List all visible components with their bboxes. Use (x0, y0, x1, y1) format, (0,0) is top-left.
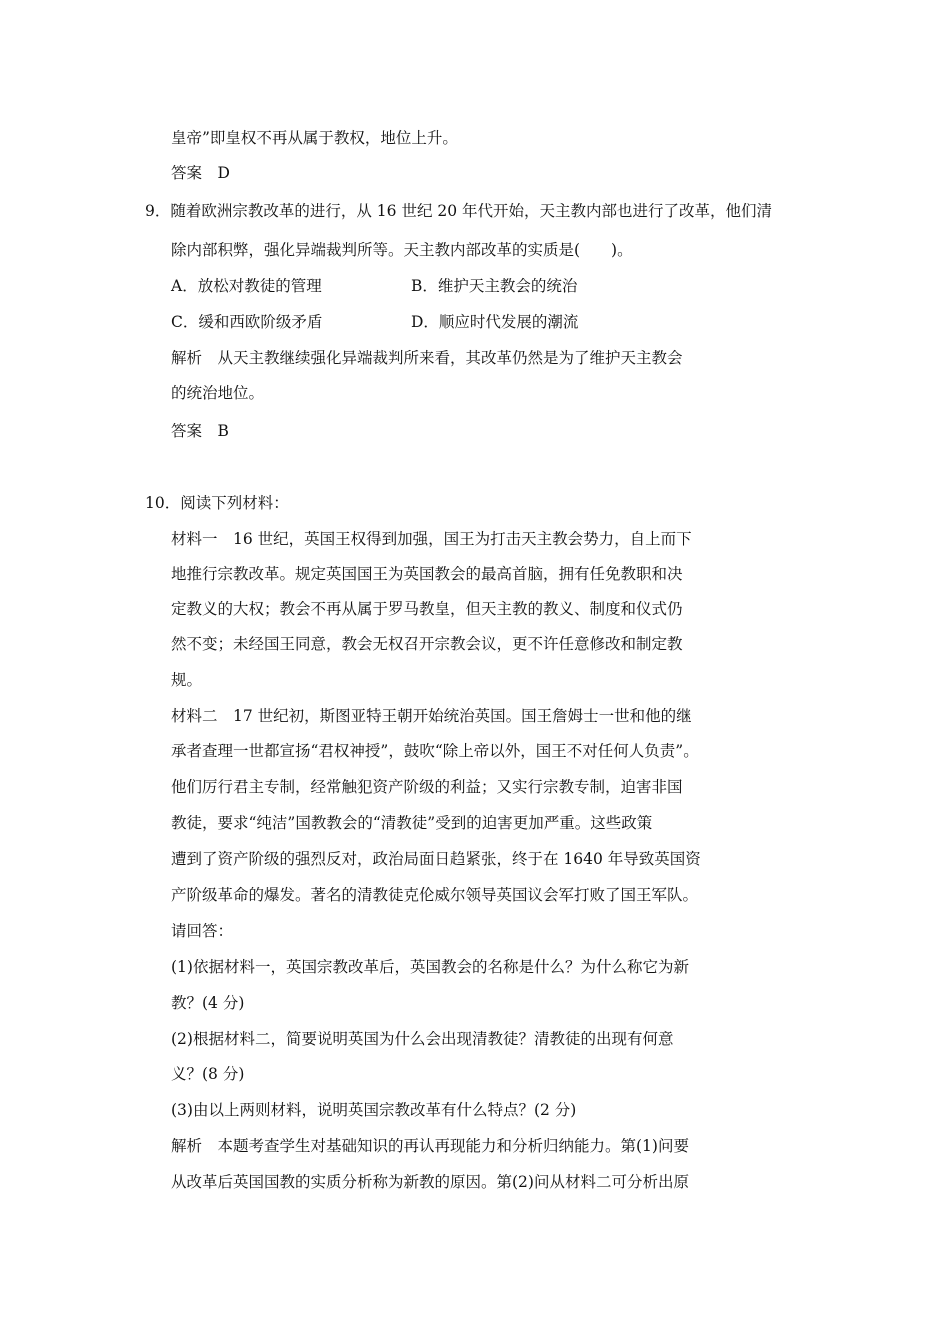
q8-explanation-end: 皇帝”即皇权不再从属于教权，地位上升。 (171, 129, 458, 147)
q9-option-c: C．缓和西欧阶级矛盾 (171, 313, 323, 331)
q10-explanation-line: 解析 本题考查学生对基础知识的再认再现能力和分析归纳能力。第(1)问要 (171, 1137, 689, 1155)
q10-material1-line: 地推行宗教改革。规定英国国王为英国教会的最高首脑，拥有任免教职和决 (171, 565, 683, 583)
q9-explanation-line2: 的统治地位。 (171, 384, 265, 402)
q10-material2-line: 产阶级革命的爆发。著名的清教徒克伦威尔领导英国议会军打败了国王军队。 (171, 886, 699, 904)
q10-material1-line: 规。 (171, 671, 203, 689)
q10-question-line: (1)依据材料一，英国宗教改革后，英国教会的名称是什么？为什么称它为新 (171, 958, 689, 976)
q10-material1-line: 材料一 16 世纪，英国王权得到加强，国王为打击天主教会势力，自上而下 (171, 530, 692, 548)
q10-prompt: 请回答： (171, 922, 234, 940)
q10-question-line: 义？(8 分) (171, 1065, 245, 1083)
q10-explanation-line: 从改革后英国国教的实质分析称为新教的原因。第(2)问从材料二可分析出原 (171, 1173, 689, 1191)
q10-question-line: (2)根据材料二，简要说明英国为什么会出现清教徒？清教徒的出现有何意 (171, 1030, 674, 1048)
q9-stem-line2: 除内部积弊，强化异端裁判所等。天主教内部改革的实质是( )。 (171, 241, 633, 259)
q10-material2-line: 他们厉行君主专制，经常触犯资产阶级的利益；又实行宗教专制，迫害非国 (171, 778, 683, 796)
q10-stem: 10．阅读下列材料： (145, 494, 289, 512)
q9-answer: 答案 B (171, 422, 229, 440)
q9-option-b: B．维护天主教会的统治 (411, 277, 578, 295)
q10-material2-line: 承者查理一世都宣扬“君权神授”，鼓吹“除上帝以外，国王不对任何人负责”。 (171, 742, 699, 760)
q10-question-line: 教？(4 分) (171, 994, 245, 1012)
q10-material2-line: 教徒，要求“纯洁”国教教会的“清教徒”受到的迫害更加严重。这些政策 (171, 814, 653, 832)
q8-answer: 答案 D (171, 164, 230, 182)
q10-material1-line: 然不变；未经国王同意，教会无权召开宗教会议，更不许任意修改和制定教 (171, 635, 683, 653)
q9-stem-line1: 9．随着欧洲宗教改革的进行，从 16 世纪 20 年代开始，天主教内部也进行了改革，他们清 (145, 202, 773, 220)
q9-option-d: D．顺应时代发展的潮流 (411, 313, 579, 331)
q9-option-a: A．放松对教徒的管理 (171, 277, 322, 295)
q10-material2-line: 材料二 17 世纪初，斯图亚特王朝开始统治英国。国王詹姆士一世和他的继 (171, 707, 692, 725)
q9-explanation-line1: 解析 从天主教继续强化异端裁判所来看，其改革仍然是为了维护天主教会 (171, 349, 683, 367)
q10-question-line: (3)由以上两则材料，说明英国宗教改革有什么特点？(2 分) (171, 1101, 577, 1119)
q10-material2-line: 遭到了资产阶级的强烈反对，政治局面日趋紧张，终于在 1640 年导致英国资 (171, 850, 701, 868)
q10-material1-line: 定教义的大权；教会不再从属于罗马教皇，但天主教的教义、制度和仪式仍 (171, 600, 683, 618)
